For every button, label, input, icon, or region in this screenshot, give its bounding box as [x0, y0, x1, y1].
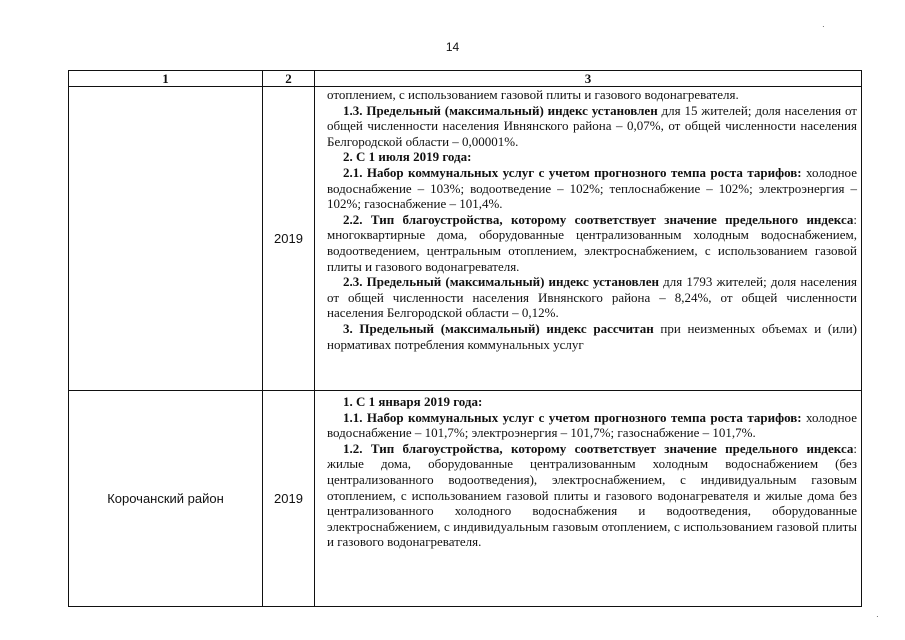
year-cell: 2019: [263, 87, 315, 391]
paragraph: отоплением, с использованием газовой плиты и газового водонагревателя.: [327, 87, 739, 102]
paragraph: 2.1. Набор коммунальных услуг с учетом прогнозного темпа роста тарифов: холодное водоснабжение – 103%; водоотведение – 102%; теплоснабжение – 102%; электроэнергия – 102%; газоснабжение – 101,4%.: [327, 164, 857, 212]
column-header-1: 1: [69, 71, 263, 87]
paragraph: 2.3. Предельный (максимальный) индекс установлен для 1793 жителей; доля населения от общей численности населения Ивнянского района – 8,24%, от общей численности населения Белгородской области – 0,12%.: [327, 274, 857, 321]
region-cell: [69, 87, 263, 391]
column-header-3: 3: [315, 71, 862, 87]
year-cell: 2019: [263, 391, 315, 607]
paragraph: 1. С 1 января 2019 года:: [343, 394, 483, 409]
table-row: [69, 87, 862, 391]
page-number: 14: [445, 40, 460, 54]
paragraph: 2. С 1 июля 2019 года:: [343, 149, 472, 165]
description-cell: [315, 391, 862, 607]
tariff-index-table: [68, 70, 862, 607]
paragraph: 1.2. Тип благоустройства, которому соответствует значение предельного индекса: жилые дома, оборудованные централизованным холодным водоснабжением (без централизованного водоотведения), электроснабжением, с индивидуальным газовым отоплением, с использованием газовой плиты и газового водонагревателя и жилые дома без централизованного холодного водоснабжения и водоотведения, оборудованные электроснабжением, с индивидуальным газовым отоплением, с использованием газовой плиты и газового водонагревателя.: [327, 440, 857, 550]
column-header-2: 2: [263, 71, 315, 87]
paragraph: 1.3. Предельный (максимальный) индекс установлен для 15 жителей; доля населения от общей численности населения Ивнянского района – 0,07%, от общей численности населения Белгородской области – 0,00001%.: [327, 102, 857, 149]
description-cell: [315, 87, 862, 391]
paragraph: 3. Предельный (максимальный) индекс рассчитан при неизменных объемах и (или) нормативах потребления коммунальных услуг: [327, 320, 857, 352]
table-row: [69, 391, 862, 607]
paragraph: 2.2. Тип благоустройства, которому соответствует значение предельного индекса: многоквартирные дома, оборудованные централизованным холодным водоснабжением, водоотведением, центральным отоплением, электроснабжением, с использованием газовой плиты и газового водонагревателя.: [327, 211, 857, 274]
scan-speck: ·: [876, 612, 879, 621]
paragraph: 1.1. Набор коммунальных услуг с учетом прогнозного темпа роста тарифов: холодное водоснабжение – 101,7%; электроэнергия – 101,7%; газоснабжение – 101,7%.: [327, 409, 857, 441]
table-header-row: [69, 71, 862, 87]
scan-speck: ·: [822, 22, 825, 31]
region-cell: Корочанский район: [69, 391, 263, 607]
